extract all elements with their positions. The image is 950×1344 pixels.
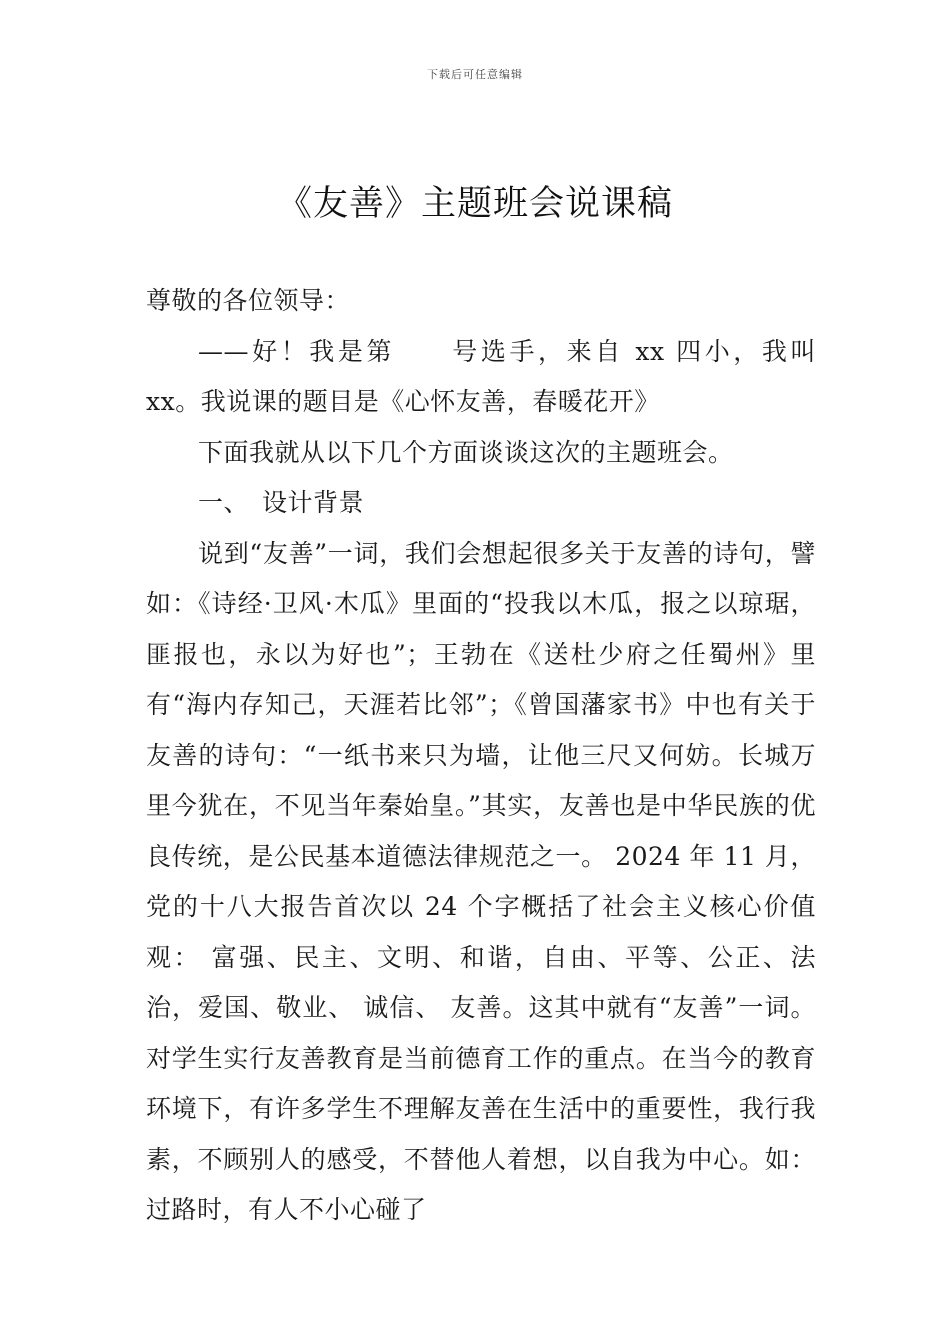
header-note: 下载后可任意编辑: [427, 68, 523, 81]
document-body: [146, 276, 816, 1236]
salutation: 尊敬的各位领导：: [146, 286, 351, 315]
section-heading: 一、 设计背景: [198, 488, 365, 517]
paragraph-background: 说到“友善”一词，我们会想起很多关于友善的诗句，譬如：《诗经·卫风·木瓜》里面的“投我以木瓜，报之以琼琚，匪报也，永以为好也”；王勃在《送杜少府之任蜀州》里有“海内存知己，天涯若比邻”；《曾国藩家书》中也有关于友善的诗句：“一纸书来只为墙，让他三尺又何妨。长城万里今犹在，不见当年秦始皇。”其实，友善也是中华民族的优良传统，是公民基本道德法律规范之一。 2024 年 11 月，党的十八大报告首次以 24 个字概括了社会主义核心价值观： 富强、民主、文明、和谐，自由、平等、公正、法治，爱国、敬业、 诚信、 友善。这其中就有“友善”一词。对学生实行友善教育是当前德育工作的重点。在当今的教育环境下，有许多学生不理解友善在生活中的重要性，我行我素，不顾别人的感受，不替他人着想，以自我为中心。如：过路时，有人不小心碰了: [146, 538, 816, 1224]
paragraph-intro: 下面我就从以下几个方面谈谈这次的主题班会。: [198, 437, 734, 467]
document-title: 《友善》主题班会说课稿: [276, 184, 673, 224]
paragraph-greeting: ——好！我是第 号选手，来自 xx 四小，我叫 xx。我说课的题目是《心怀友善，春暖花开》: [146, 336, 816, 416]
